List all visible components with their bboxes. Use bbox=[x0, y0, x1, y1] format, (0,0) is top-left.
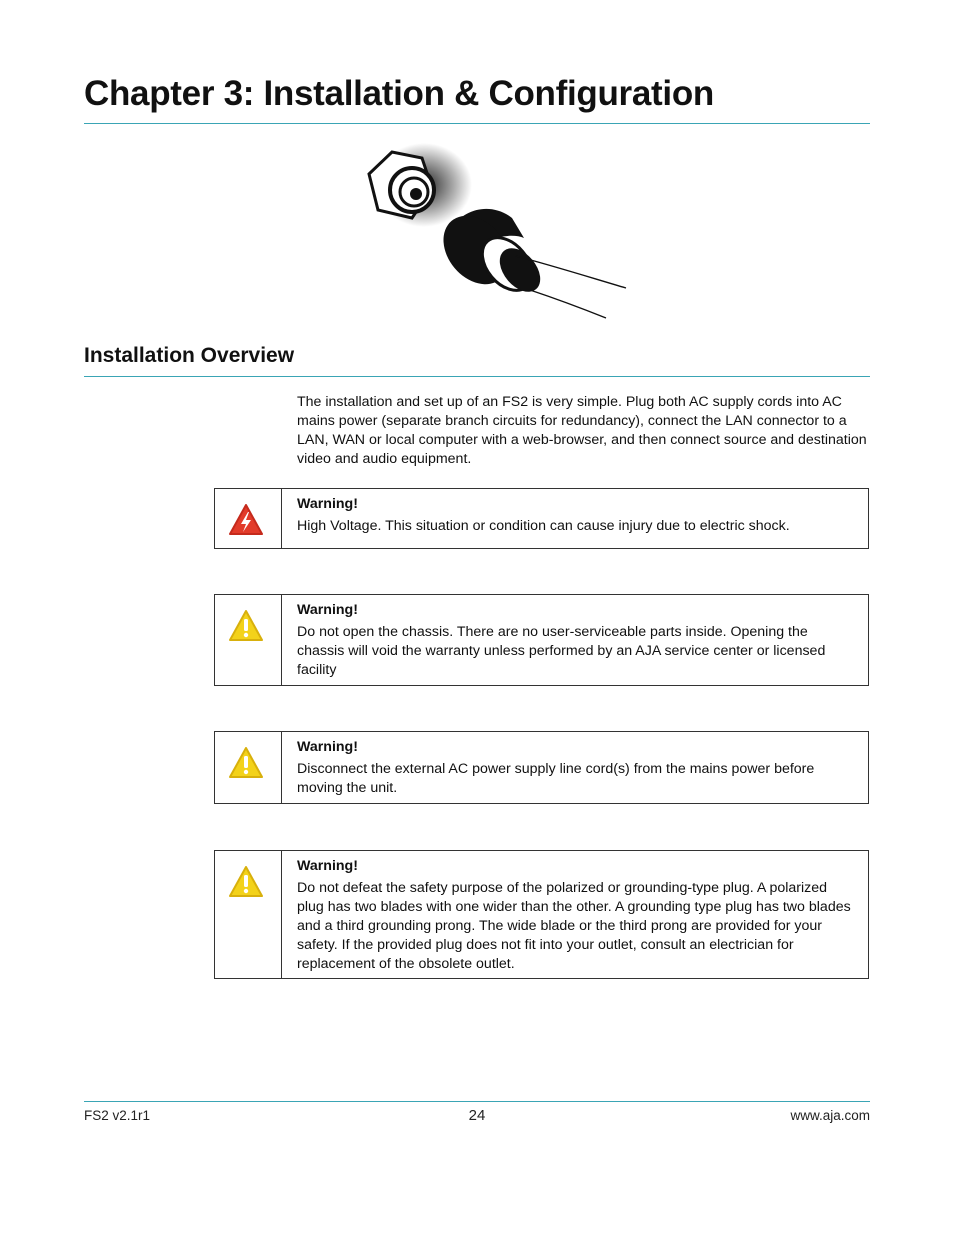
warning-box bbox=[214, 731, 869, 804]
warning-heading: Warning! bbox=[297, 858, 358, 874]
bnc-connector-illustration bbox=[364, 140, 634, 322]
footer-website[interactable]: www.aja.com bbox=[790, 1108, 870, 1123]
intro-paragraph: The installation and set up of an FS2 is very simple. Plug both AC supply cords into AC mains power (separate branch circuits for redundancy), connect the LAN connector to a LAN, WAN or local computer with a web-browser, and then connect source and destination video and audio equipment. bbox=[297, 394, 867, 467]
footer-rule bbox=[84, 1101, 870, 1102]
warning-text: Do not defeat the safety purpose of the polarized or grounding-type plug. A polarized plug has two blades with one wider than the other. A grounding type plug has two blades and a third grounding prong. The wide blade or the third prong are provided for your safety. If the provided plug does not fit into your outlet, consult an electrician for replacement of the obsolete outlet. bbox=[297, 880, 851, 972]
warning-box bbox=[214, 594, 869, 686]
warning-icon-cell bbox=[215, 595, 282, 685]
footer-version: FS2 v2.1r1 bbox=[84, 1108, 151, 1123]
warning-heading: Warning! bbox=[297, 739, 358, 755]
high-voltage-icon bbox=[228, 503, 264, 537]
warning-icon-cell bbox=[215, 489, 282, 548]
caution-icon bbox=[228, 609, 264, 643]
page-number: 24 bbox=[468, 1107, 486, 1124]
warning-heading: Warning! bbox=[297, 496, 358, 512]
caution-icon bbox=[228, 865, 264, 899]
warning-box bbox=[214, 488, 869, 549]
warning-icon-cell bbox=[215, 732, 282, 803]
warning-icon-cell bbox=[215, 851, 282, 978]
warning-text: Do not open the chassis. There are no user-serviceable parts inside. Opening the chassis will void the warranty unless performed by an AJA service center or licensed facility bbox=[297, 624, 826, 678]
warning-heading: Warning! bbox=[297, 602, 358, 618]
section-rule bbox=[84, 376, 870, 377]
warning-box bbox=[214, 850, 869, 979]
warning-text: Disconnect the external AC power supply line cord(s) from the mains power before moving the unit. bbox=[297, 761, 815, 796]
title-rule bbox=[84, 123, 870, 124]
caution-icon bbox=[228, 746, 264, 780]
chapter-title: Chapter 3: Installation & Configuration bbox=[84, 74, 714, 113]
section-title: Installation Overview bbox=[84, 344, 295, 367]
warning-text: High Voltage. This situation or condition can cause injury due to electric shock. bbox=[297, 518, 790, 534]
